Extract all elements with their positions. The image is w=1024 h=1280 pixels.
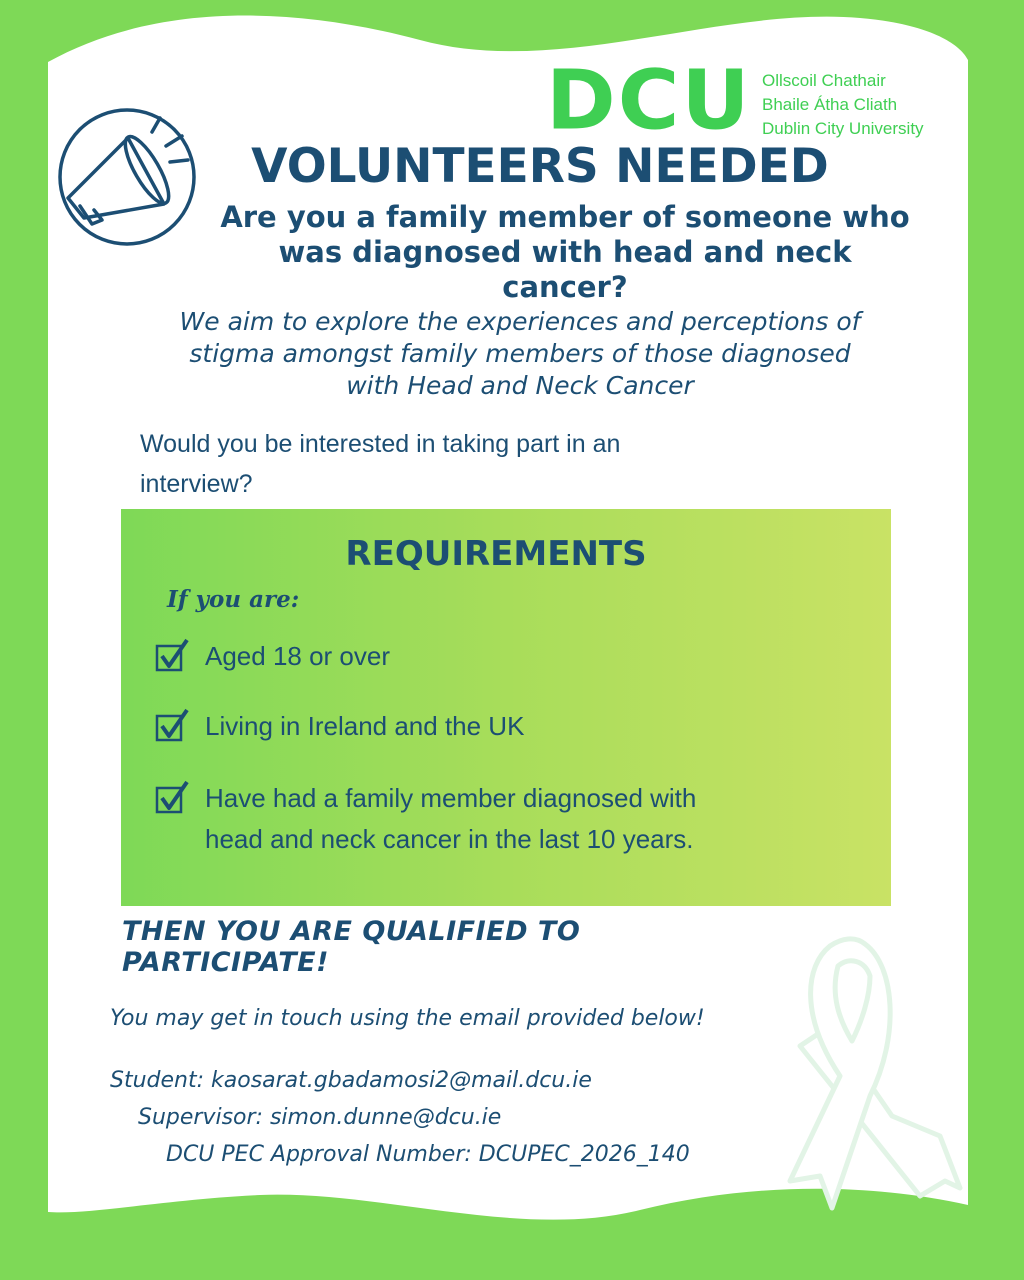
aim-line: with Head and Neck Cancer bbox=[346, 371, 694, 400]
logo-line-english: Dublin City University bbox=[762, 119, 924, 138]
requirements-intro: If you are: bbox=[167, 586, 300, 613]
checkbox-icon bbox=[154, 780, 190, 816]
requirement-line: Living in Ireland and the UK bbox=[205, 711, 525, 741]
requirement-line: Aged 18 or over bbox=[205, 641, 391, 671]
interview-line: Would you be interested in taking part in an bbox=[140, 430, 621, 458]
requirement-family-member bbox=[205, 778, 845, 860]
requirements-title: REQUIREMENTS bbox=[345, 534, 647, 574]
approval-number: DCU PEC Approval Number: DCUPEC_2026_140 bbox=[166, 1142, 690, 1167]
qualified-message bbox=[122, 916, 722, 978]
headline-question bbox=[190, 200, 940, 305]
requirement-line: head and neck cancer in the last 10 years. bbox=[205, 824, 694, 854]
question-line: was diagnosed with head and neck bbox=[278, 235, 852, 269]
interview-line: interview? bbox=[140, 470, 253, 498]
student-email[interactable]: Student: kaosarat.gbadamosi2@mail.dcu.ie bbox=[110, 1068, 592, 1093]
aim-line: stigma amongst family members of those diagnosed bbox=[189, 339, 851, 368]
page-title: VOLUNTEERS NEEDED bbox=[251, 139, 829, 194]
study-aim bbox=[120, 306, 920, 402]
requirement-age bbox=[205, 636, 845, 677]
question-line: Are you a family member of someone who bbox=[220, 200, 910, 234]
contact-intro: You may get in touch using the email provided below! bbox=[110, 1006, 705, 1031]
logo-line-irish-1: Ollscoil Chathair bbox=[762, 71, 886, 90]
question-line: cancer? bbox=[502, 270, 628, 304]
checkbox-icon bbox=[154, 638, 190, 674]
aim-line: We aim to explore the experiences and perceptions of bbox=[179, 307, 861, 336]
awareness-ribbon-icon bbox=[770, 926, 970, 1226]
interview-question bbox=[140, 424, 840, 504]
requirement-line: Have had a family member diagnosed with bbox=[205, 783, 697, 813]
supervisor-email[interactable]: Supervisor: simon.dunne@dcu.ie bbox=[138, 1105, 502, 1130]
qualified-line: PARTICIPATE! bbox=[122, 947, 329, 978]
checkbox-icon bbox=[154, 708, 190, 744]
qualified-line: THEN YOU ARE QUALIFIED TO bbox=[122, 916, 581, 947]
logo-line-irish-2: Bhaile Átha Cliath bbox=[762, 95, 898, 114]
requirement-location bbox=[205, 706, 845, 747]
dcu-logo: DCU bbox=[546, 51, 752, 149]
